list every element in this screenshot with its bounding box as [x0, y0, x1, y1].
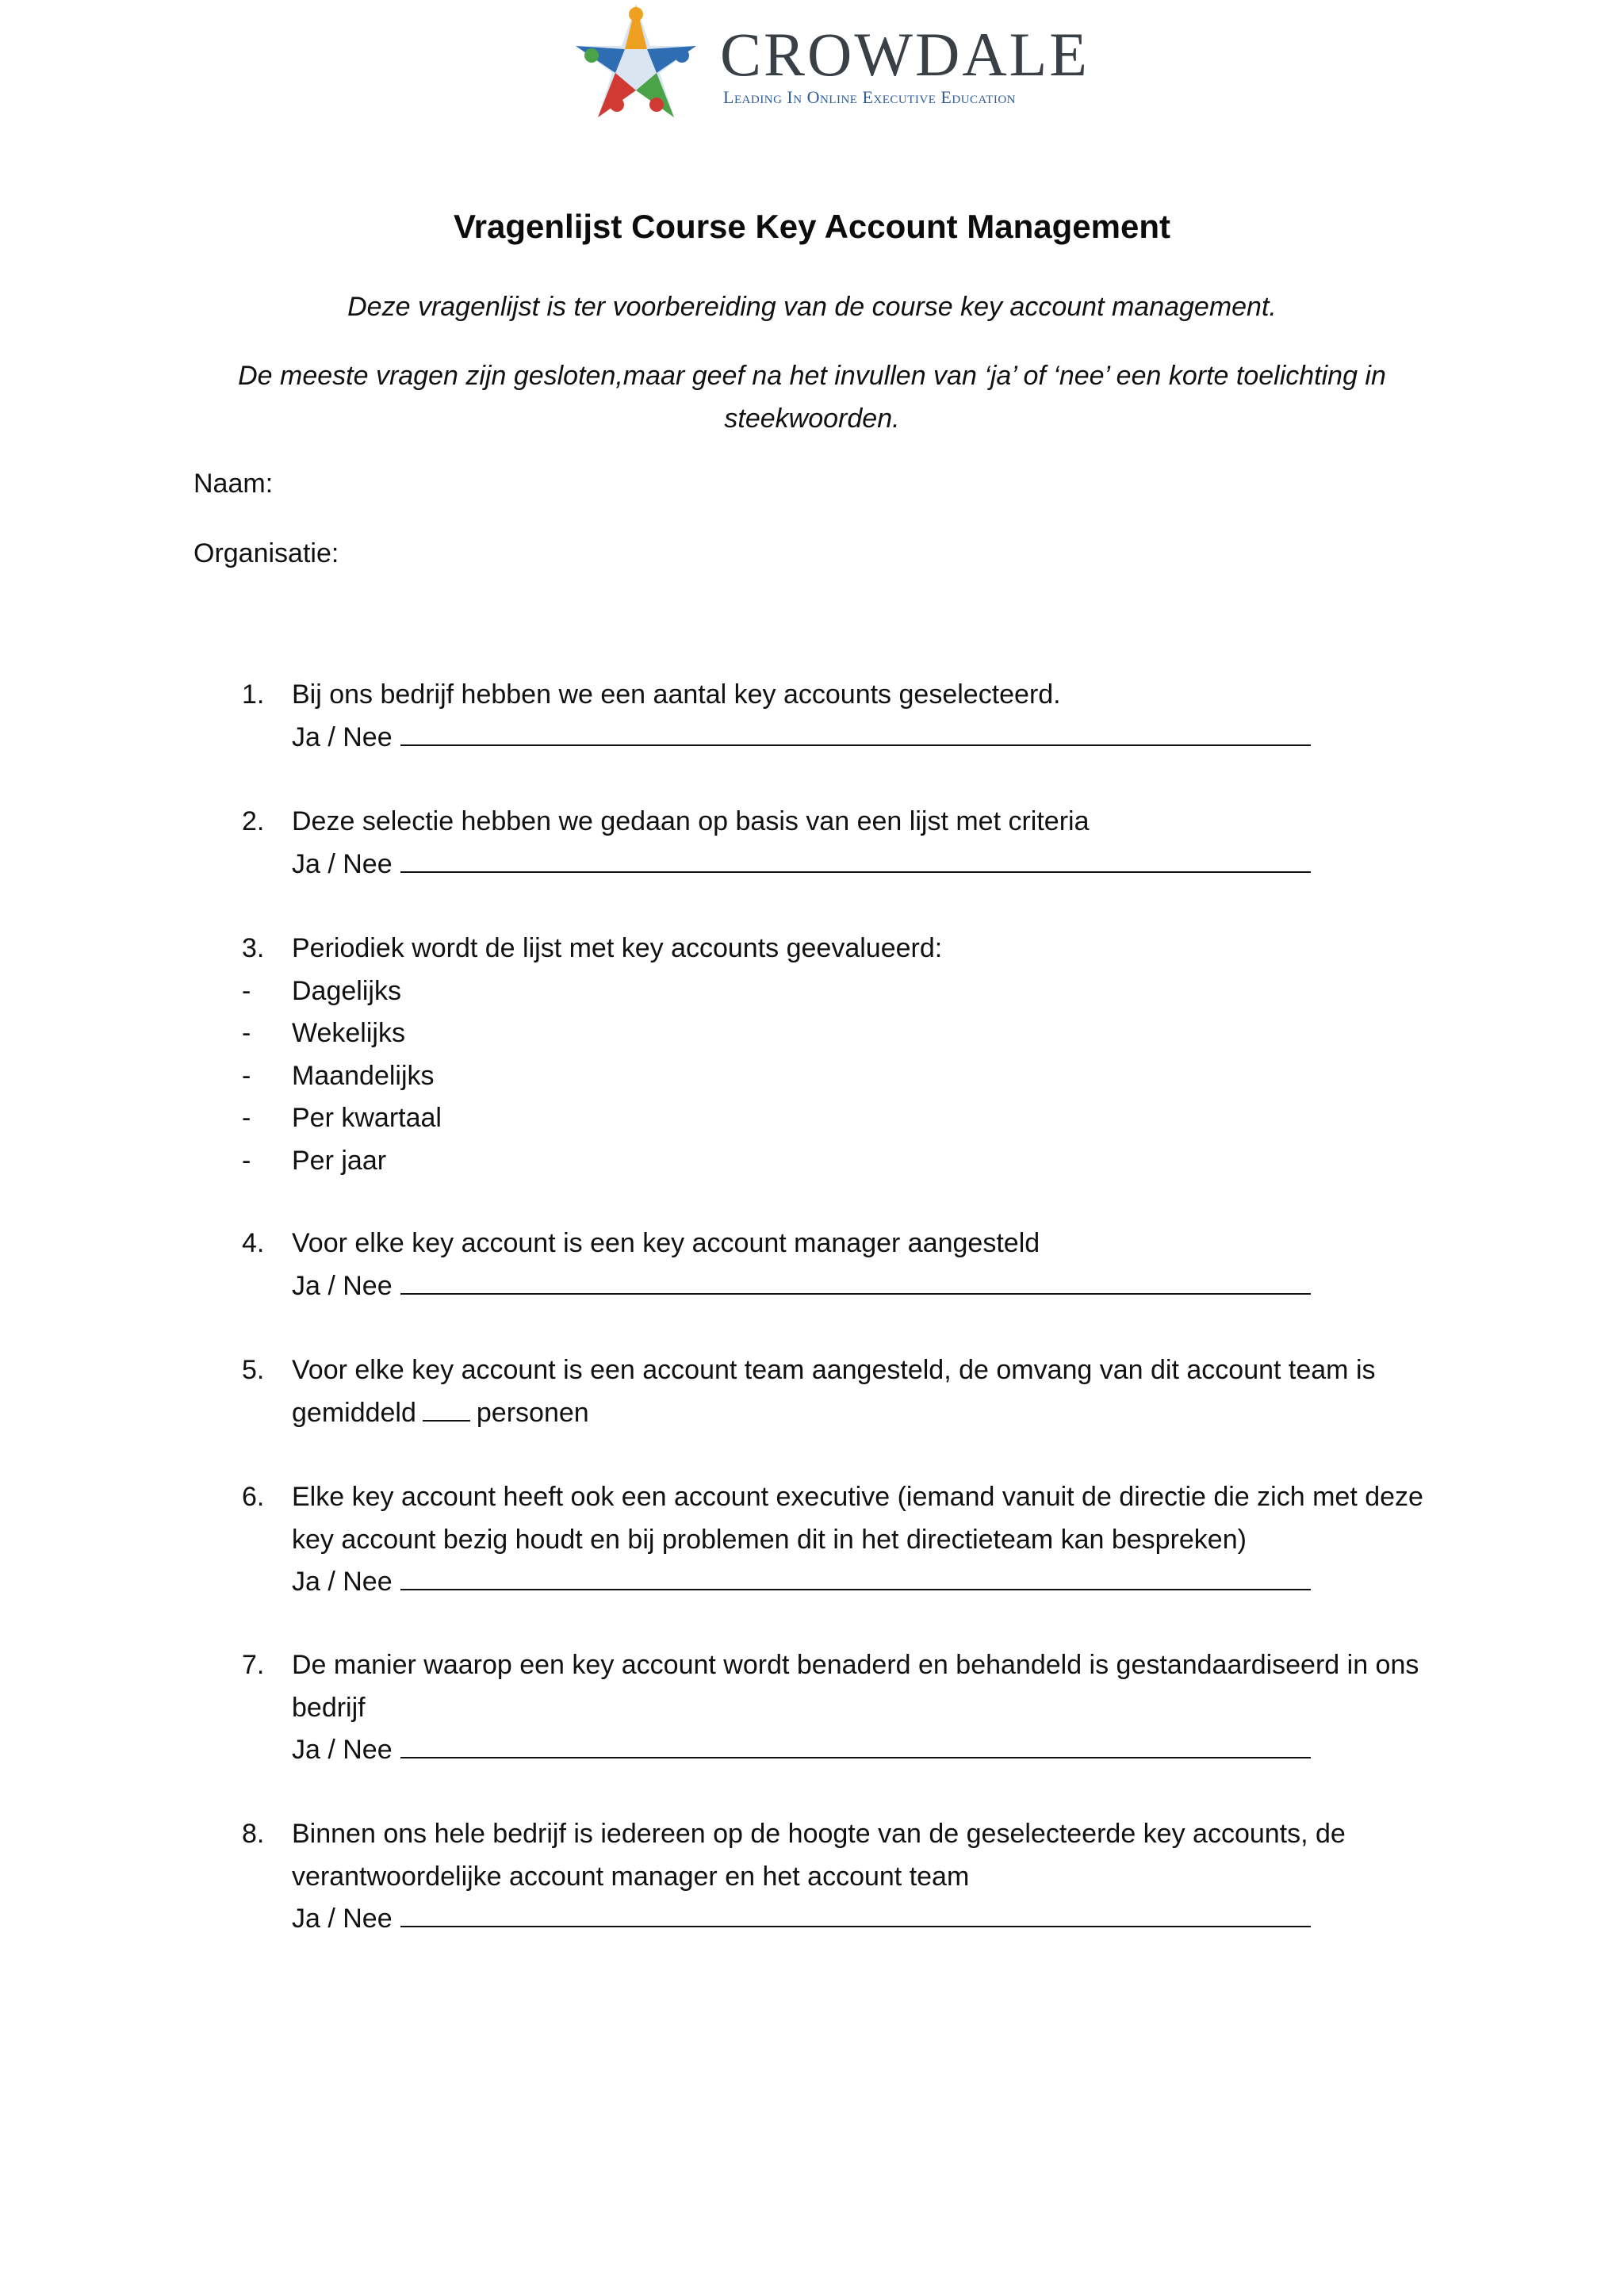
- option-item[interactable]: - Wekelijks: [242, 1018, 405, 1048]
- question-5: [242, 1349, 1431, 1434]
- yes-no-label: Ja / Nee: [292, 1904, 393, 1934]
- crowdale-logo: [565, 0, 1090, 127]
- team-size-blank[interactable]: [423, 1420, 470, 1422]
- question-number: 8.: [242, 1819, 265, 1849]
- intro-text-1: Deze vragenlijst is ter voorbereiding van de course key account management.: [347, 292, 1277, 322]
- question-number: 6.: [242, 1482, 265, 1512]
- option-item[interactable]: - Per kwartaal: [242, 1103, 442, 1133]
- question-number: 4.: [242, 1228, 265, 1258]
- question-text: De manier waarop een key account wordt benaderd en behandeld is gestandaardiseerd in ons bedrijf: [292, 1650, 1419, 1723]
- question-2: [242, 801, 1431, 886]
- answer-blank-line[interactable]: [400, 1757, 1311, 1758]
- naam-label: Naam:: [193, 469, 274, 499]
- yes-no-label: Ja / Nee: [292, 1735, 393, 1765]
- option-label: Maandelijks: [292, 1060, 435, 1091]
- question-8: [242, 1813, 1431, 1941]
- question-text: Binnen ons hele bedrijf is iedereen op de hoogte van de geselecteerde key accounts, de verantwoordelijke account manager en het account team: [292, 1819, 1346, 1892]
- question-text-after: personen: [476, 1397, 589, 1428]
- question-number: 7.: [242, 1650, 265, 1680]
- organisatie-label: Organisatie:: [193, 538, 339, 568]
- answer-row: [292, 1561, 1431, 1604]
- question-number: 1.: [242, 679, 265, 710]
- question-number: 5.: [242, 1355, 265, 1385]
- page-title: Vragenlijst Course Key Account Management: [453, 208, 1170, 245]
- question-4: [242, 1223, 1431, 1307]
- answer-row: [292, 844, 1431, 886]
- option-label: Wekelijks: [292, 1018, 405, 1048]
- question-number: 3.: [242, 933, 265, 963]
- option-item[interactable]: - Dagelijks: [242, 975, 401, 1006]
- question-number: 2.: [242, 806, 265, 836]
- yes-no-label: Ja / Nee: [292, 1567, 393, 1597]
- question-text: Bij ons bedrijf hebben we een aantal key accounts geselecteerd.: [292, 679, 1061, 710]
- intro-text-2: De meeste vragen zijn gesloten,maar geef na het invullen van ‘ja’ of ‘nee’ een korte toelichting in steekwoorden.: [238, 361, 1386, 434]
- answer-row: [292, 1265, 1431, 1308]
- answer-blank-line[interactable]: [400, 1926, 1311, 1927]
- option-item[interactable]: - Maandelijks: [242, 1060, 435, 1091]
- brand-name: CROWDALE: [720, 20, 1090, 89]
- brand-tagline: Leading In Online Executive Education: [723, 87, 1016, 107]
- question-6: [242, 1476, 1431, 1604]
- option-label: Dagelijks: [292, 975, 401, 1006]
- option-label: Per kwartaal: [292, 1103, 442, 1133]
- option-item[interactable]: - Per jaar: [242, 1145, 387, 1176]
- answer-row: [292, 1729, 1431, 1772]
- yes-no-label: Ja / Nee: [292, 848, 393, 879]
- question-text: Periodiek wordt de lijst met key accounts geevalueerd:: [292, 933, 943, 963]
- answer-blank-line[interactable]: [400, 871, 1311, 873]
- question-text: [292, 1349, 1431, 1434]
- answer-row: [292, 717, 1431, 760]
- question-text: Deze selectie hebben we gedaan op basis van een lijst met criteria: [292, 806, 1090, 836]
- question-7: [242, 1644, 1431, 1772]
- question-text: Voor elke key account is een key account manager aangesteld: [292, 1228, 1040, 1258]
- answer-blank-line[interactable]: [400, 1293, 1311, 1295]
- option-label: Per jaar: [292, 1145, 387, 1176]
- question-text-before: Voor elke key account is een account team aangesteld, de omvang van dit account team is gemiddeld: [292, 1355, 1376, 1428]
- answer-row: [292, 1898, 1431, 1941]
- question-text: Elke key account heeft ook een account executive (iemand vanuit de directie die zich met deze key account bezig houdt en bij problemen dit in het directieteam kan bespreken): [292, 1482, 1423, 1555]
- answer-blank-line[interactable]: [400, 1589, 1311, 1590]
- star-people-icon: [565, 0, 707, 127]
- question-3: [242, 928, 1431, 1182]
- question-1: [242, 674, 1431, 759]
- answer-blank-line[interactable]: [400, 744, 1311, 746]
- yes-no-label: Ja / Nee: [292, 1270, 393, 1301]
- yes-no-label: Ja / Nee: [292, 721, 393, 752]
